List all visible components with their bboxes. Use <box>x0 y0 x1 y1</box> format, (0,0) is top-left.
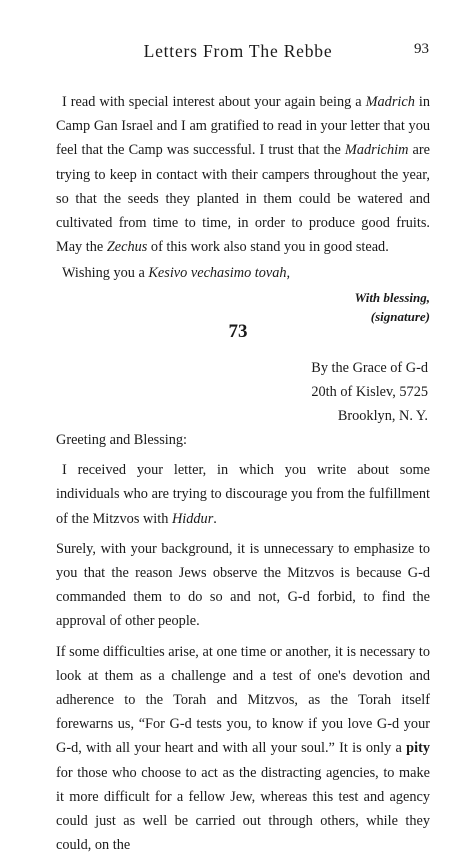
dateline <box>311 356 428 428</box>
letter-body <box>56 428 430 863</box>
text-run: Wishing you a <box>62 265 149 282</box>
term-zechus: Zechus <box>106 239 148 256</box>
text-run: If some difficulties arise, at one time or another, it is necessary to look at them as a challenge and a test of one's devotion and adherence to the Torah and Mitzvos, as the Torah itself forewarns us, “For G-d tests you, to know if you love G-d your G-d, with all your heart and with all your soul.” It is only a <box>56 643 430 757</box>
letter-paragraph-2: Surely, with your background, it is unnecessary to emphasize to you that the reason Jews observe the Mitzvos is because G-d commanded them to do so and not, G-d forbid, to find the approval of other people. <box>56 540 430 630</box>
letter-number: 73 <box>228 321 248 342</box>
text-run: . <box>213 510 217 527</box>
term-madrichim: Madrichim <box>344 142 409 159</box>
closing-block <box>56 288 430 326</box>
previous-letter-ending <box>56 90 430 326</box>
page-number: 93 <box>414 41 429 57</box>
letter-paragraph-3 <box>56 640 430 858</box>
term-hiddur: Hiddur <box>171 510 214 527</box>
running-title: Letters From The Rebbe <box>143 41 333 61</box>
page-header <box>0 41 476 65</box>
term-madrich: Madrich <box>365 94 415 110</box>
previous-letter-paragraph <box>56 90 430 259</box>
text-run: for those who choose to act as the distracting agencies, to make it more difficult for a fellow Jew, whereas this test and agency could just as well be carried out through others, while they could, on the <box>56 764 430 854</box>
term-kesivo: Kesivo vechasimo tovah, <box>148 265 291 282</box>
text-run: in Camp Gan Israel and I am gratified to read in your letter that you feel that the Camp was successful. I trust that the <box>56 94 430 159</box>
dateline-date: 20th of Kislev, 5725 <box>311 384 428 400</box>
greeting: Greeting and Blessing: <box>56 432 188 448</box>
letter-paragraph-1 <box>56 458 430 531</box>
dateline-grace: By the Grace of G-d <box>311 360 428 376</box>
text-run: are trying to keep in contact with their campers throughout the year, so that the seeds they planted in them could be watered and cultivated from time to time, in order to produce good fruits. May the <box>56 142 430 256</box>
text-run: I received your letter, in which you write about some individuals who are trying to discourage you from the fulfillment of the Mitzvos with <box>56 462 430 527</box>
text-run: of this work also stand you in good stead. <box>147 239 389 256</box>
closing-blessing: With blessing, <box>354 289 430 305</box>
wishing-line <box>56 261 430 285</box>
closing-signature: (signature) <box>370 308 430 324</box>
text-run: I read with special interest about your again being a <box>62 94 366 110</box>
dateline-place: Brooklyn, N. Y. <box>337 408 428 424</box>
term-pity: pity <box>406 740 430 757</box>
